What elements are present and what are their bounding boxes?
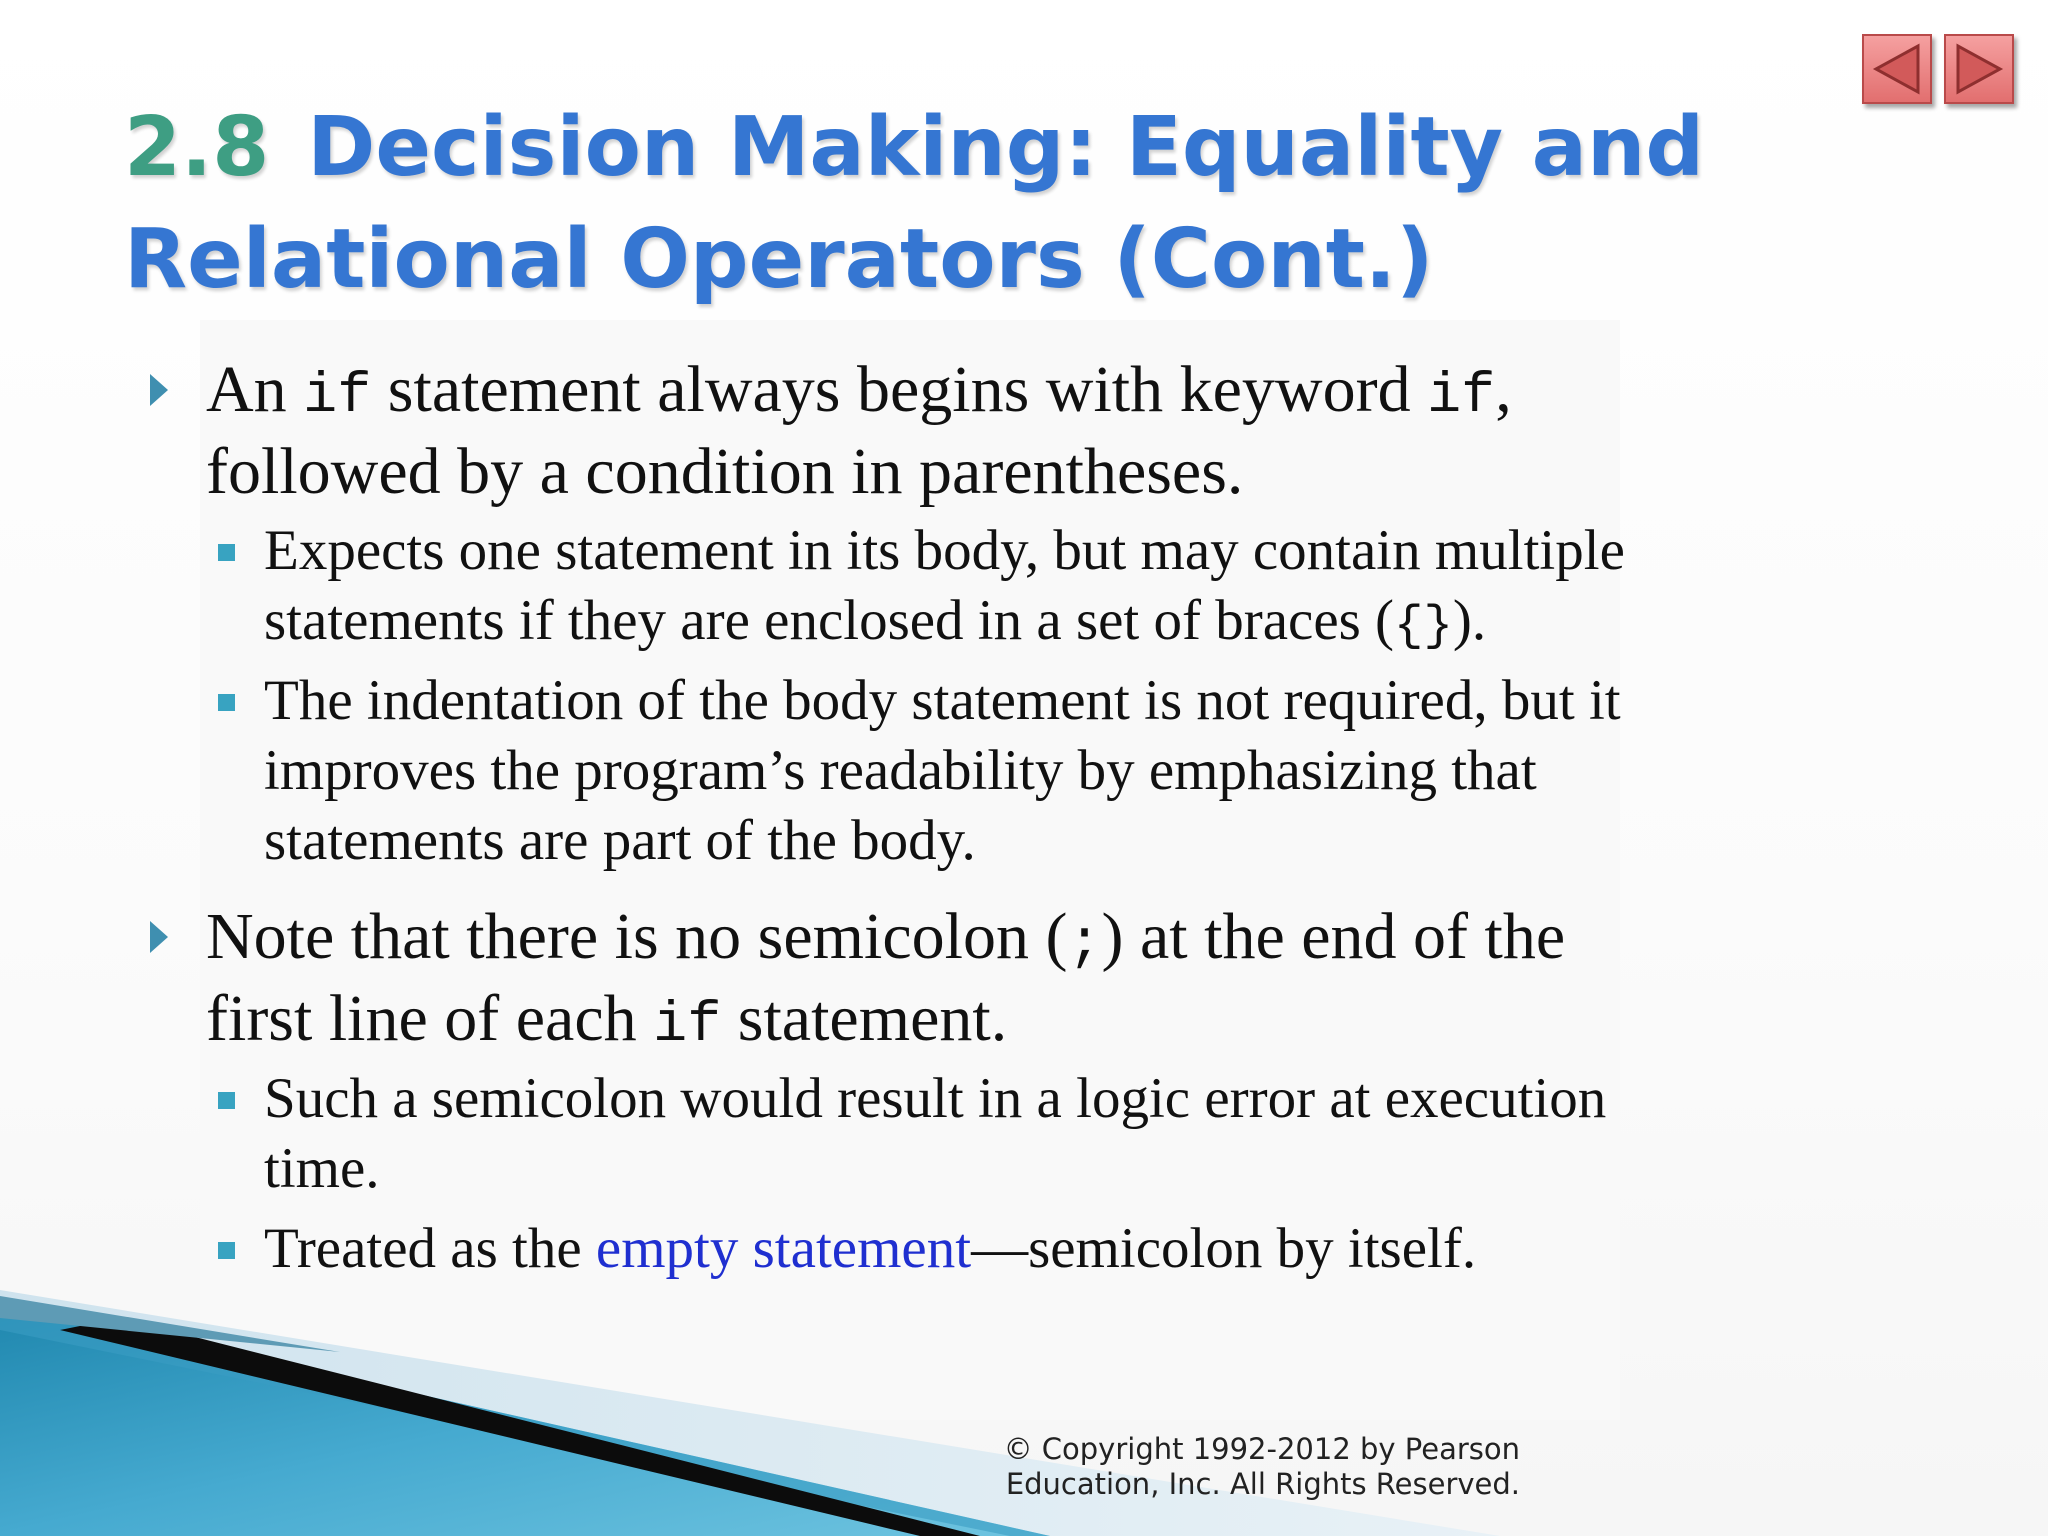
code-braces: {}: [1394, 598, 1453, 654]
sub-bullet-marker: [218, 544, 235, 561]
sub-bullet-1-1-line-2: statements if they are enclosed in a set of braces ({}).: [264, 589, 1487, 654]
title-line-1: Decision Making: Equality and: [307, 100, 1705, 195]
title-line-2: Relational Operators (Cont.): [124, 212, 1434, 307]
sub-bullet-2-1-line-2: time.: [264, 1137, 380, 1200]
bullet-marker: [150, 921, 168, 953]
sub-bullet-marker: [218, 1092, 235, 1109]
bullet-1-line-2: followed by a condition in parentheses.: [206, 435, 1244, 508]
copyright-line-1: © Copyright 1992-2012 by Pearson: [1003, 1432, 1520, 1466]
code-if: if: [303, 365, 372, 429]
bullet-2-line-1: Note that there is no semicolon (;) at the end of the: [206, 900, 1566, 976]
code-if: if: [1427, 365, 1496, 429]
sub-bullet-2-2-line-1: Treated as the empty statement—semicolon by itself.: [264, 1217, 1477, 1280]
term-empty-statement: empty statement: [595, 1217, 972, 1280]
copyright-notice: [960, 1432, 1520, 1502]
sub-bullet-marker: [218, 694, 235, 711]
copyright-line-2: Education, Inc. All Rights Reserved.: [1005, 1467, 1520, 1501]
bullet-marker: [150, 374, 168, 406]
sub-bullet-2-1-line-1: Such a semicolon would result in a logic error at execution: [264, 1067, 1607, 1130]
code-semicolon: ;: [1067, 912, 1102, 976]
bullet-1-line-1: An if statement always begins with keyword if,: [206, 353, 1512, 429]
section-number: 2.8: [124, 100, 270, 195]
sub-bullet-marker: [218, 1242, 235, 1259]
sub-bullet-1-2-line-1: The indentation of the body statement is not required, but it: [264, 669, 1621, 732]
sub-bullet-1-2-line-2: improves the program’s readability by emphasizing that: [264, 739, 1537, 802]
bullet-2-line-2: first line of each if statement.: [206, 982, 1008, 1058]
sub-bullet-1-2-line-3: statements are part of the body.: [264, 809, 976, 872]
code-if: if: [653, 994, 722, 1058]
sub-bullet-1-1-line-1: Expects one statement in its body, but may contain multiple: [264, 519, 1625, 582]
